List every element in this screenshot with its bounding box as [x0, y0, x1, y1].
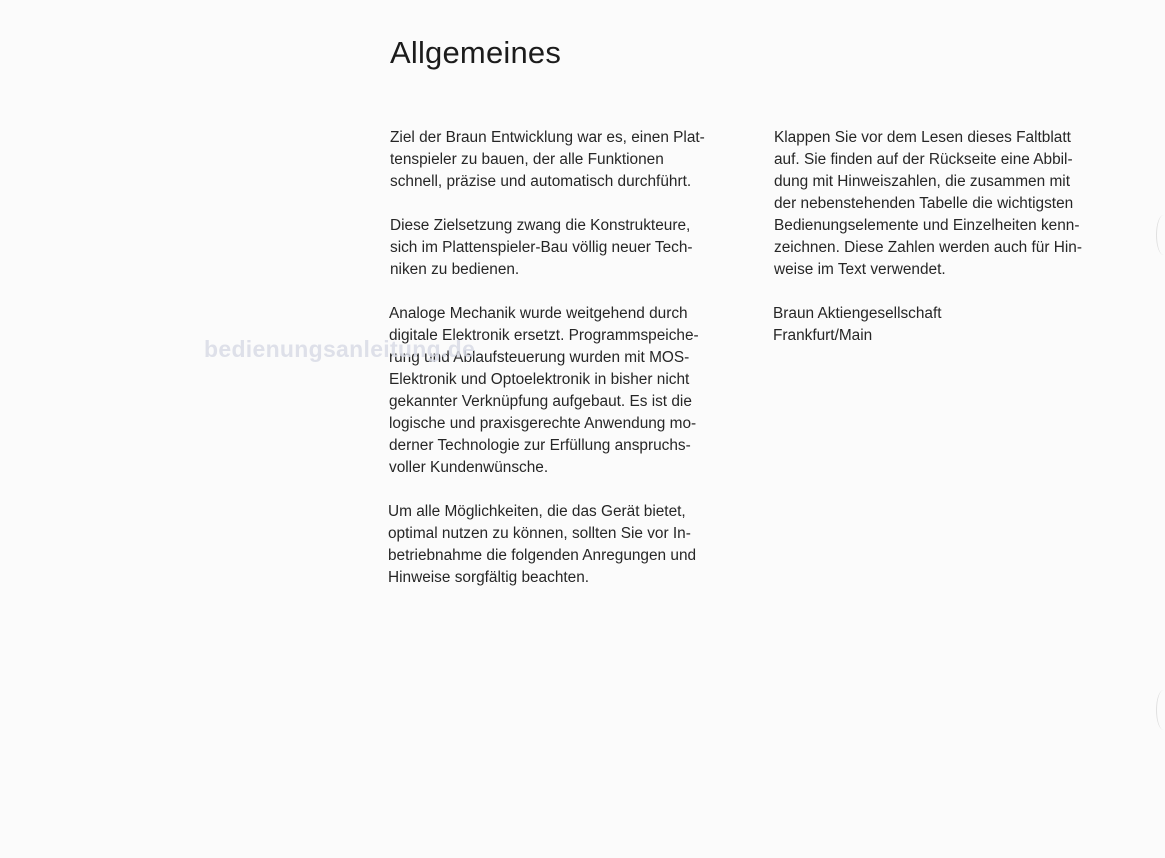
paragraph-usage-advice — [388, 501, 750, 589]
text-line: Ziel der Braun Entwicklung war es, einen Plat- — [390, 129, 705, 146]
scan-artifact-mark — [1156, 215, 1165, 255]
text-line: weise im Text verwendet. — [774, 261, 946, 278]
watermark-text: bedienungsanleitung.de — [204, 336, 476, 362]
paragraph-intro — [390, 127, 750, 193]
text-line: schnell, präzise und automatisch durchführt. — [390, 173, 692, 190]
company-name: Braun Aktiengesellschaft — [773, 305, 942, 322]
text-line: Klappen Sie vor dem Lesen dieses Faltblatt — [774, 129, 1071, 146]
text-line: Um alle Möglichkeiten, die das Gerät bietet, — [388, 503, 686, 520]
text-line: betriebnahme die folgenden Anregungen und — [388, 547, 697, 564]
text-line: tenspieler zu bauen, der alle Funktionen — [390, 151, 664, 168]
text-line: Hinweise sorgfältig beachten. — [388, 569, 590, 586]
text-line: niken zu bedienen. — [390, 261, 520, 278]
company-signature — [773, 303, 1119, 347]
text-line: optimal nutzen zu können, sollten Sie vor In- — [388, 525, 691, 542]
company-location: Frankfurt/Main — [773, 327, 873, 344]
page-title: Allgemeines — [390, 35, 562, 70]
text-line: sich im Plattenspieler-Bau völlig neuer Tech- — [390, 239, 693, 256]
text-line: auf. Sie finden auf der Rückseite eine Abbil- — [774, 151, 1073, 168]
text-line: Elektronik und Optoelektronik in bisher nicht — [389, 371, 690, 388]
scan-artifact-mark — [1156, 690, 1165, 730]
paragraph-foldout-hint — [774, 127, 1119, 281]
paragraph-technology — [389, 303, 750, 479]
text-line: zeichnen. Diese Zahlen werden auch für Hin- — [774, 239, 1082, 256]
text-line: rung und Ablaufsteuerung wurden mit MOS- — [389, 349, 690, 366]
left-text-column — [390, 127, 750, 611]
paragraph-goal — [390, 215, 750, 281]
text-line: derner Technologie zur Erfüllung anspruchs- — [389, 437, 691, 454]
text-line: Analoge Mechanik wurde weitgehend durch — [389, 305, 688, 322]
text-line: dung mit Hinweiszahlen, die zusammen mit — [774, 173, 1070, 190]
text-line: Bedienungselemente und Einzelheiten kenn- — [774, 217, 1080, 234]
text-line: voller Kundenwünsche. — [389, 459, 549, 476]
text-line: logische und praxisgerechte Anwendung mo- — [389, 415, 697, 432]
text-line: Diese Zielsetzung zwang die Konstrukteure, — [390, 217, 691, 234]
text-line: der nebenstehenden Tabelle die wichtigsten — [774, 195, 1074, 212]
text-line: digitale Elektronik ersetzt. Programmspeiche- — [389, 327, 699, 344]
text-line: gekannter Verknüpfung aufgebaut. Es ist die — [389, 393, 692, 410]
right-text-column — [774, 127, 1119, 369]
